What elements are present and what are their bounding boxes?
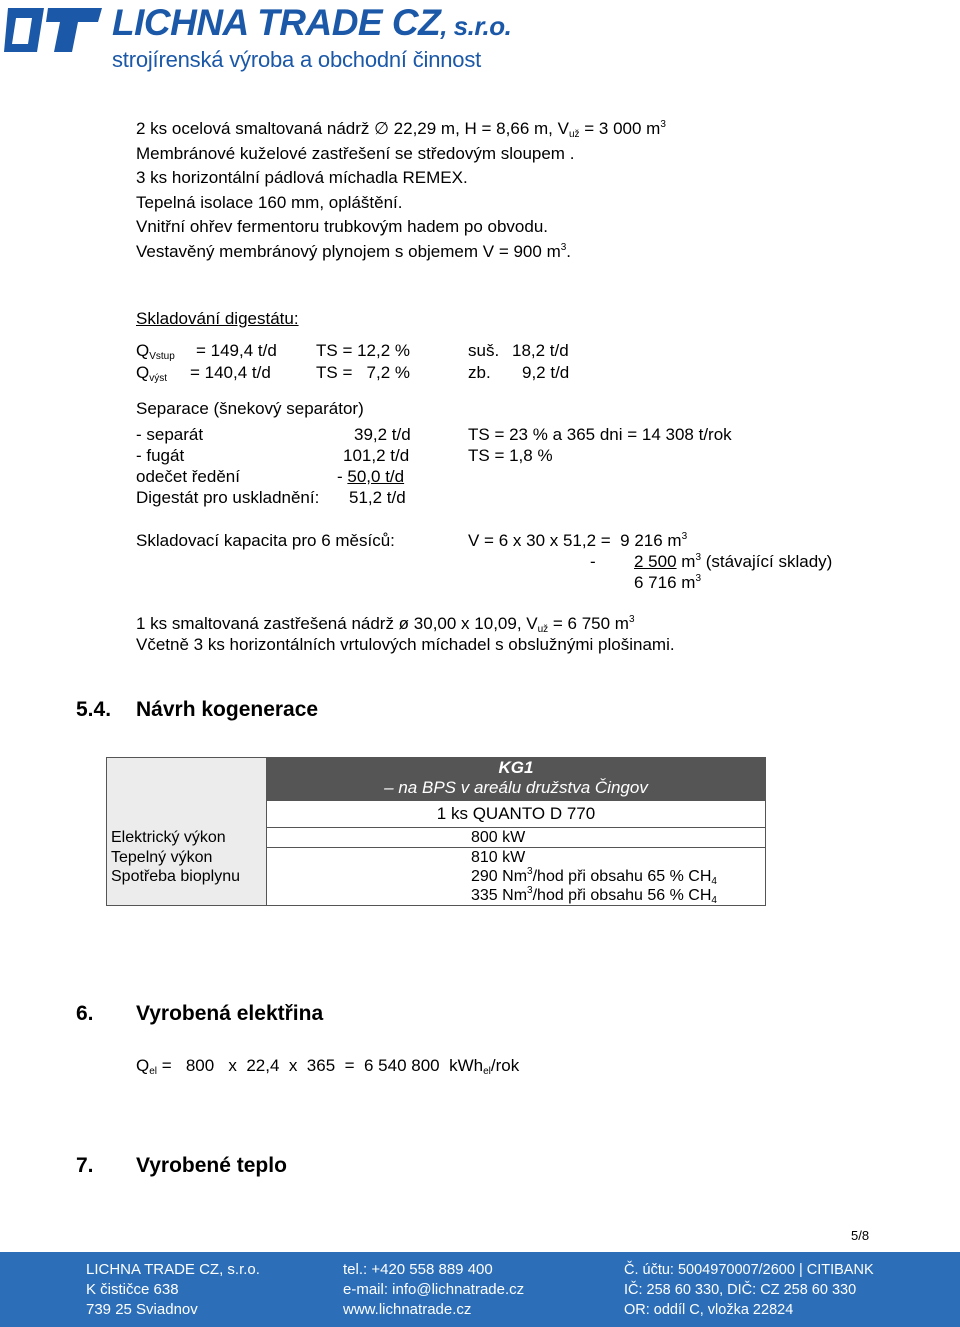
table-row-value: 800 kW [267, 828, 766, 848]
footer-line: K čističce 638 [86, 1281, 179, 1298]
footer-website[interactable]: www.lichnatrade.cz [343, 1301, 472, 1318]
storage-q-value: = 140,4 t/d [190, 363, 271, 382]
cogeneration-table [106, 757, 766, 906]
page-number: 5/8 [851, 1228, 870, 1243]
tank-line-5: Vnitřní ohřev fermentoru trubkovým hadem po obvodu. [136, 217, 548, 236]
footer-line: IČ: 258 60 330, DIČ: CZ 258 60 330 [624, 1282, 857, 1298]
footer-line: OR: oddíl C, vložka 22824 [624, 1302, 794, 1318]
footer-bar [0, 1252, 960, 1327]
tank-line-4: Tepelná isolace 160 mm, opláštění. [136, 193, 403, 212]
table-title: KG1 [267, 758, 766, 778]
footer-bank [624, 1260, 874, 1320]
electricity-formula: $Q_{el} = 800$ x 22,4 x 365 = 6 540 800 kWh$_{el}$/rok [136, 1056, 520, 1077]
capacity-line-2-value: 2 500 $m^3$ (stávající sklady) [634, 552, 833, 571]
storage-kind: zb. [468, 363, 491, 382]
separation-value: - 50,0 t/d [337, 467, 405, 486]
capacity-line-1: V = 6 x 30 x 51,2 = 9 216 $m^3$ [468, 531, 688, 550]
footer-line: LICHNA TRADE CZ, s.r.o. [86, 1261, 260, 1278]
storage-kind: suš. [468, 341, 500, 360]
table-row-label: Tepelný výkon [107, 848, 267, 868]
tank-line-2: Membránové kuželové zastřešení se středovým sloupem . [136, 144, 575, 163]
footer-address [86, 1260, 260, 1320]
company-tagline: strojírenská výroba a obchodní činnost [112, 47, 482, 72]
tank2-line-2: Včetně 3 ks horizontálních vrtulových míchadel s obslužnými plošinami. [136, 635, 675, 654]
tank-line-6: Vestavěný membránový plynojem s objemem V = 900 $m^3$. [136, 242, 572, 261]
separation-title: Separace (šnekový separátor) [136, 399, 364, 418]
table-subtitle: – na BPS v areálu družstva Čingov [267, 777, 766, 801]
capacity-label: Skladovací kapacita pro 6 měsíců: [136, 531, 395, 550]
table-row-value: 290 Nm$^3$/hod při obsahu 65 % $CH_4$ [267, 867, 766, 886]
separation-value: 101,2 t/d [343, 446, 410, 465]
table-row-label: Spotřeba bioplynu [107, 867, 267, 886]
table-row-value: 335 Nm$^3$/hod při obsahu 56 % $CH_4$ [267, 886, 766, 906]
capacity-line-2: - [590, 552, 596, 571]
footer-phone: tel.: +420 558 889 400 [343, 1261, 493, 1278]
footer-email[interactable]: e-mail: info@lichnatrade.cz [343, 1281, 525, 1298]
separation-label: odečet ředění [136, 467, 240, 486]
section-number: 5.4. [76, 698, 112, 721]
separation-label: - separát [136, 425, 204, 444]
storage-ts: TS = 12,2 % [316, 341, 411, 360]
table-row-label: Elektrický výkon [107, 828, 267, 848]
separation-label: Digestát pro uskladnění: [136, 488, 320, 507]
separation-note: TS = 1,8 % [468, 446, 553, 465]
company-logo [4, 4, 104, 56]
table-row-label [107, 886, 267, 906]
separation-value: 39,2 t/d [354, 425, 411, 444]
tank2-line-1: 1 ks smaltovaná zastřešená nádrž ø 30,00 x 10,09, $V_{už} = 6$ 750 $m^3$ [136, 614, 635, 635]
separation-value: 51,2 t/d [349, 488, 406, 507]
footer-contact [343, 1260, 524, 1320]
storage-q-label: $Q_{výst}$ [136, 363, 168, 384]
separation-label: - fugát [136, 446, 185, 465]
section-number: 6. [76, 1002, 94, 1025]
tank-line-3: 3 ks horizontální pádlová míchadla REMEX. [136, 168, 468, 187]
company-name: LICHNA TRADE CZ, s.r.o. [112, 2, 512, 43]
tank-line-1: 2 ks ocelová smaltovaná nádrž ∅ 22,29 m, H = 8,66 m, $V_{už} = 3$ 000 $m^3$ [136, 119, 666, 140]
capacity-line-3: 6 716 $m^3$ [634, 573, 701, 592]
section-title: Vyrobená elektřina [136, 1002, 324, 1025]
footer-line: Č. účtu: 5004970007/2600 | CITIBANK [624, 1262, 874, 1278]
table-row-value: 810 kW [267, 848, 766, 868]
footer-line: 739 25 Sviadnov [86, 1301, 198, 1318]
table-corner [107, 758, 267, 828]
diameter-icon: ∅ [374, 119, 389, 138]
section-title: Vyrobené teplo [136, 1154, 287, 1177]
storage-q-label: $Q_{Vstup}$ [136, 341, 175, 362]
storage-ts: TS = 7,2 % [316, 363, 411, 382]
storage-kind-value: 18,2 t/d [512, 341, 569, 360]
storage-q-value: = 149,4 t/d [196, 341, 277, 360]
section-title: Návrh kogenerace [136, 698, 319, 721]
separation-note: TS = 23 % a 365 dni = 14 308 t/rok [468, 425, 732, 444]
table-unit: 1 ks QUANTO D 770 [267, 801, 766, 828]
section-number: 7. [76, 1154, 94, 1177]
storage-kind-value: 9,2 t/d [522, 363, 570, 382]
storage-title: Skladování digestátu: [136, 309, 299, 328]
